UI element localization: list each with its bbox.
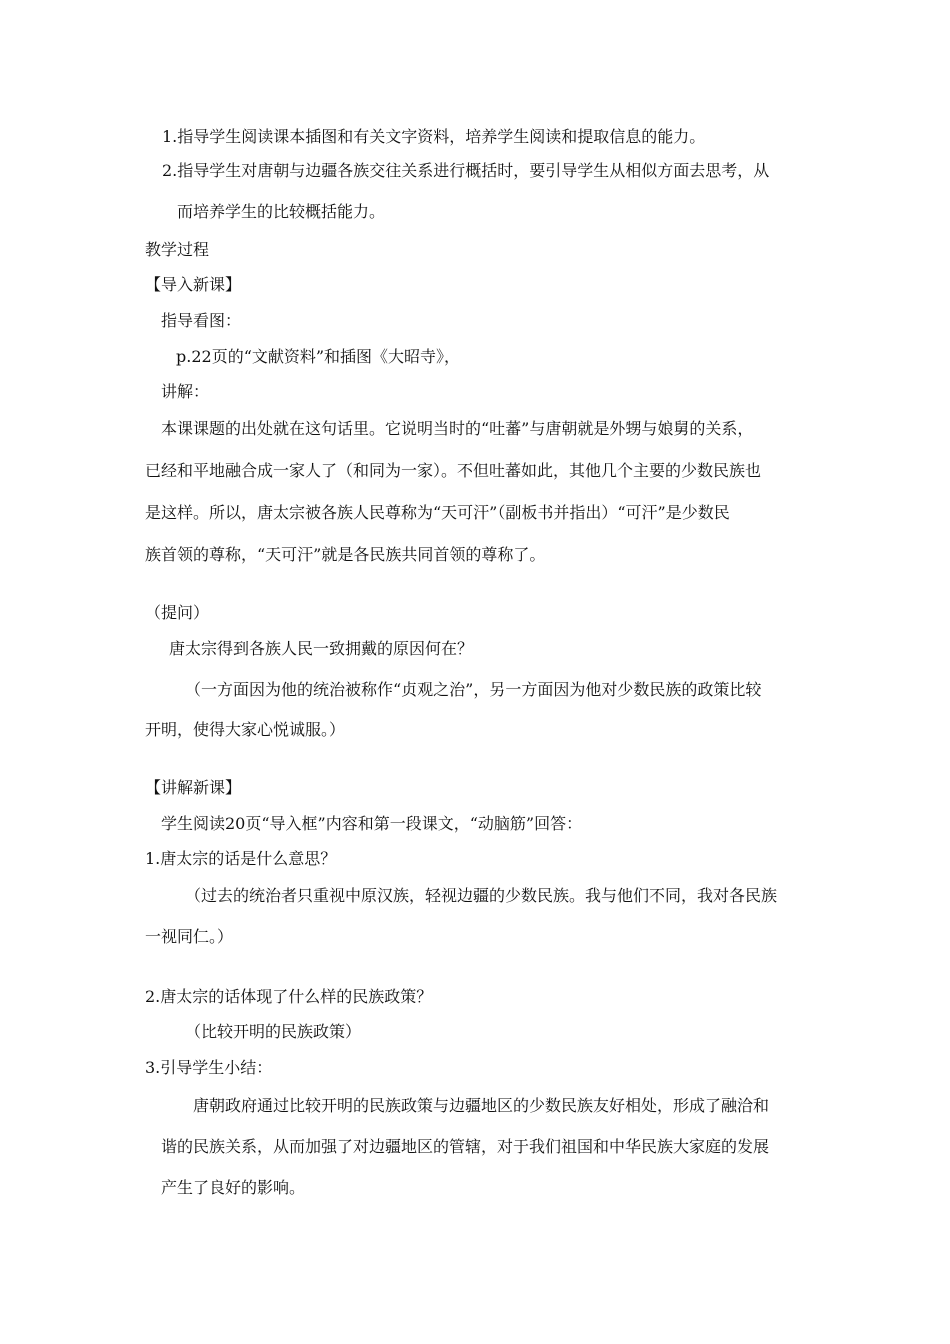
objective-1: 1.指导学生阅读课本插图和有关文字资料，培养学生阅读和提取信息的能力。 bbox=[162, 127, 706, 146]
process-heading: 教学过程 bbox=[145, 240, 210, 259]
question-label: （提问） bbox=[145, 603, 210, 622]
summary-line-1: 唐朝政府通过比较开明的民族政策与边疆地区的少数民族友好相处，形成了融洽和 bbox=[193, 1096, 770, 1115]
explain-line-3: 是这样。所以，唐太宗被各族人民尊称为“天可汗”（副板书并指出）“可汗”是少数民 bbox=[145, 503, 730, 522]
question-3: 3.引导学生小结： bbox=[145, 1058, 273, 1077]
answer-1-line-1: （过去的统治者只重视中原汉族，轻视边疆的少数民族。我与他们不同，我对各民族 bbox=[185, 886, 778, 905]
reading-instruction: 学生阅读20页“导入框”内容和第一段课文，“动脑筋”回答： bbox=[161, 814, 583, 833]
guide-label: 指导看图： bbox=[161, 311, 242, 330]
explain-line-1: 本课课题的出处就在这句话里。它说明当时的“吐蕃”与唐朝就是外甥与娘舅的关系， bbox=[161, 419, 754, 438]
intro-heading: 【导入新课】 bbox=[145, 275, 242, 294]
new-lesson-heading: 【讲解新课】 bbox=[145, 778, 242, 797]
explain-label: 讲解： bbox=[161, 382, 210, 401]
summary-line-3: 产生了良好的影响。 bbox=[161, 1178, 306, 1197]
question-1: 1.唐太宗的话是什么意思？ bbox=[145, 849, 337, 868]
answer-2: （比较开明的民族政策） bbox=[185, 1022, 362, 1041]
answer-line-1: （一方面因为他的统治被称作“贞观之治”，另一方面因为他对少数民族的政策比较 bbox=[185, 680, 762, 699]
answer-1-line-2: 一视同仁。） bbox=[145, 927, 234, 946]
explain-line-4: 族首领的尊称，“天可汗”就是各民族共同首领的尊称了。 bbox=[145, 545, 546, 564]
objective-2-continued: 而培养学生的比较概括能力。 bbox=[177, 202, 386, 221]
question-text: 唐太宗得到各族人民一致拥戴的原因何在？ bbox=[169, 639, 474, 658]
explain-line-2: 已经和平地融合成一家人了（和同为一家）。不但吐蕃如此，其他几个主要的少数民族也 bbox=[145, 461, 762, 480]
summary-line-2: 谐的民族关系，从而加强了对边疆地区的管辖，对于我们祖国和中华民族大家庭的发展 bbox=[161, 1137, 770, 1156]
guide-reference: p.22页的“文献资料”和插图《大昭寺》， bbox=[176, 347, 461, 366]
answer-line-2: 开明，使得大家心悦诚服。） bbox=[145, 720, 346, 739]
objective-2: 2.指导学生对唐朝与边疆各族交往关系进行概括时，要引导学生从相似方面去思考，从 bbox=[162, 161, 770, 180]
question-2: 2.唐太宗的话体现了什么样的民族政策？ bbox=[145, 987, 433, 1006]
